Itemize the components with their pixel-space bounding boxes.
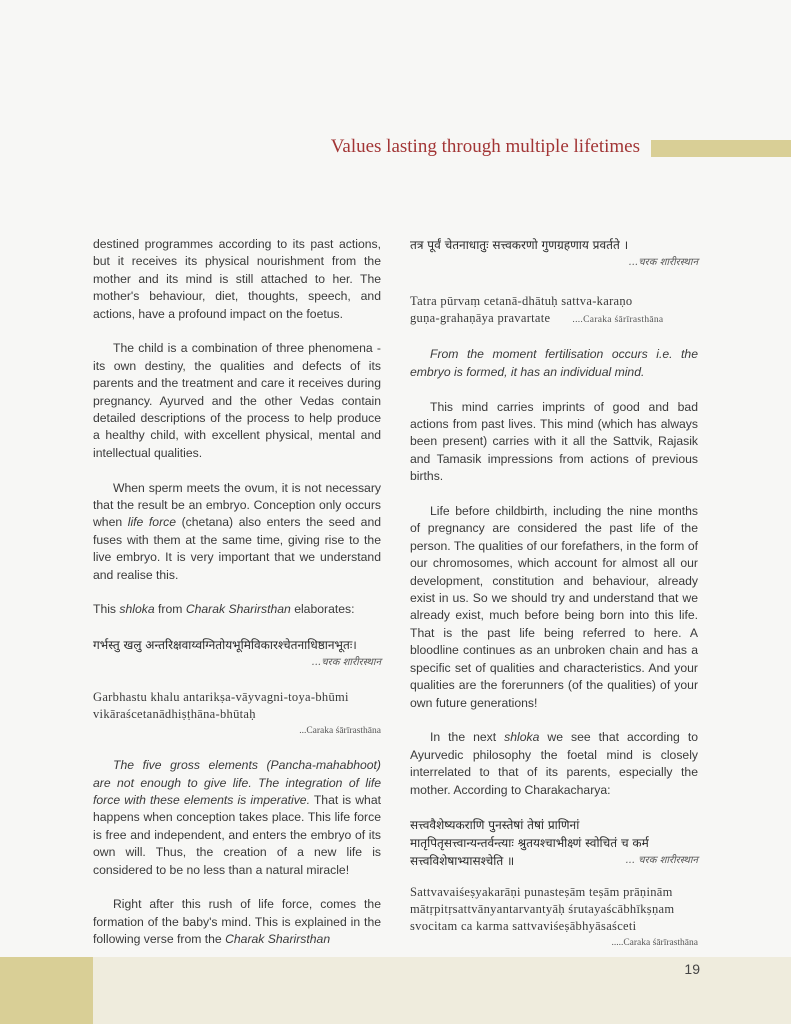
paragraph: The child is a combination of three phenomena - its own destiny, the qualities and defects of its parents and the treatment and care it receives during pregnancy. Ayurved and the other Vedas contain detailed descriptions of the process to help produce a healthy child, with excellent physical, mental and intellectual qualities. xyxy=(93,341,381,460)
paragraph: Life before childbirth, including the nine months of pregnancy are considered the past life of the person. The qualities of our forefathers, in the form of our chromosomes, which account for almost all our development, constitution and behaviour, already exist in us. So we should try and understand that we already exist, much before being born into this life. That is the past life being referred to here. A bloodline continues as an unbroken chain and has a specific set of qualities and characteristics. And your qualities are the forerunners (of the qualities) of your own future generations! xyxy=(410,504,698,710)
transliteration-block xyxy=(410,884,698,952)
paragraph: The five gross elements (Pancha-mahabhoot) are not enough to give life. The integration of life force with these elements is imperative. That is what happens when conception takes place. This life force is free and independent, and enters the embryo of its own will. Thus, the creation of a new life is considered to be no less than a natural miracle! xyxy=(93,758,381,877)
shloka-devanagari: सत्त्ववैशेष्यकराणि पुनस्तेषां तेषां प्राणिनां xyxy=(410,818,580,833)
transliteration-line: svocitam ca karma sattvaviśeṣābhyāsaśceti xyxy=(410,919,637,934)
paragraph: This shloka from Charak Sharirsthan elaborates: xyxy=(93,602,355,617)
transliteration-block xyxy=(93,689,381,740)
footer-accent-block xyxy=(0,957,93,1024)
transliteration-line: mātṛpitṛsattvānyantarvantyāḥ śrutayaścābhīkṣṇam xyxy=(410,902,675,917)
shloka-block xyxy=(93,636,381,671)
paragraph: destined programmes according to its past actions, but it receives its physical nourishment from the mother and its mind is still attached to her. The mother's behaviour, diet, thoughts, speech, and actions, have a profound impact on the foetus. xyxy=(93,237,381,321)
paragraph: From the moment fertilisation occurs i.e. the embryo is formed, it has an individual mind. xyxy=(410,347,698,379)
transliteration-block xyxy=(410,293,698,329)
right-column xyxy=(410,236,698,953)
transliteration-reference: .....Caraka śārīrasthāna xyxy=(611,938,698,949)
transliteration-line: Garbhastu khalu antarikṣa-vāyvagni-toya-bhūmi xyxy=(93,689,349,704)
transliteration-reference: ....Caraka śārīrasthāna xyxy=(572,315,664,326)
paragraph: In the next shloka we see that according to Ayurvedic philosophy the foetal mind is closely interrelated to that of its parents, especially the mother. According to Charakacharya: xyxy=(410,730,698,797)
left-column xyxy=(93,236,381,966)
page-number: 19 xyxy=(684,961,700,977)
transliteration-line: guṇa-grahaṇāya pravartate ....Caraka śārīrasthāna xyxy=(410,311,664,326)
shloka-reference: ...चरक शारीरस्थान xyxy=(311,657,381,669)
transliteration-line: Tatra pūrvaṃ cetanā-dhātuḥ sattva-karaṇo xyxy=(410,294,633,309)
paragraph: Right after this rush of life force, comes the formation of the baby's mind. This is explained in the following verse from the Charak Sharirsthan xyxy=(93,897,381,947)
paragraph: When sperm meets the ovum, it is not necessary that the result be an embryo. Conception only occurs when life force (chetana) also enters the seed and fuses with them at the same time, giving rise to the live embryo. It is very important that we understand and realise this. xyxy=(93,480,381,582)
header-accent-bar xyxy=(651,140,791,157)
transliteration-reference: ...Caraka śārīrasthāna xyxy=(299,725,381,736)
shloka-block xyxy=(410,816,698,870)
page-title: Values lasting through multiple lifetimes xyxy=(330,136,640,157)
shloka-reference: ...चरक शारीरस्थान xyxy=(628,257,698,268)
shloka-devanagari: गर्भस्तु खलु अन्तरिक्षवाय्वग्नितोयभूमिविकारश्चेतनाधिष्ठानभूतः। xyxy=(93,638,357,653)
shloka-devanagari: तत्र पूर्वं चेतनाधातुः सत्त्वकरणो गुणग्रहणाय प्रवर्तते । xyxy=(410,238,629,252)
transliteration-line: Sattvavaiśeṣyakarāṇi punasteṣām teṣām prāṇinām xyxy=(410,885,673,900)
shloka-reference: ... चरक शारीरस्थान xyxy=(625,855,698,867)
transliteration-line: vikāraścetanādhiṣṭhāna-bhūtaḥ xyxy=(93,706,256,721)
paragraph: This mind carries imprints of good and bad actions from past lives. This mind (which has always been present) carries with it all the Sattvik, Rajasik and Tamasik impressions from actions of previous births. xyxy=(410,399,698,484)
shloka-block xyxy=(410,236,698,271)
shloka-devanagari: मातृपितृसत्त्वान्यन्तर्वन्त्याः श्रुतयश्चाभीक्ष्णं स्वोचितं च कर्म xyxy=(410,836,649,851)
shloka-devanagari: सत्त्वविशेषाभ्यासश्चेति ॥ ... चरक शारीरस्थान xyxy=(410,854,698,869)
